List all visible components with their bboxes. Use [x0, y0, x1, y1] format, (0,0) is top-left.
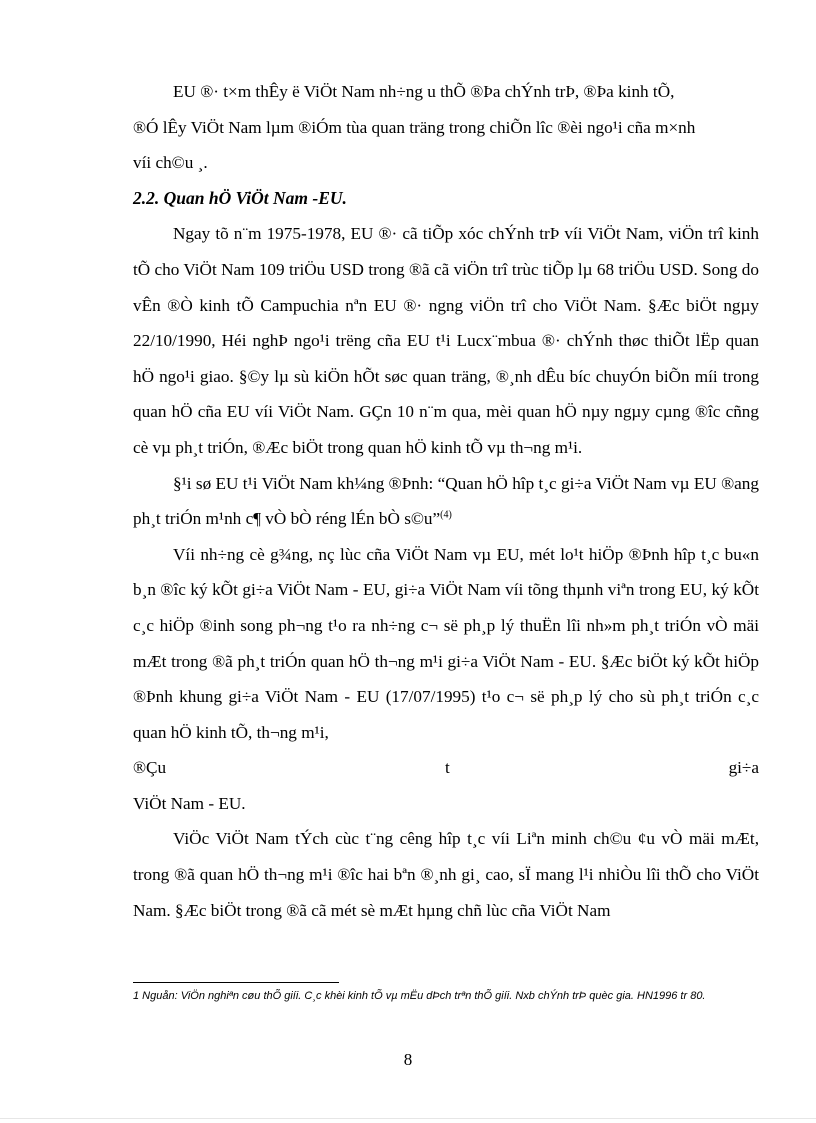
- paragraph-1: Ngay tõ n¨m 1975-1978, EU ®· cã tiÕp xóc chÝnh trÞ víi ViÖt Nam, viÖn trî kinh tÕ cho ViÖt Nam 109 triÖu USD trong ®ã cã viÖn trî trùc tiÕp lµ 68 triÖu USD. Song do vÊn ®Ò kinh tÕ Campuchia nªn EU ®· ngng viÖn trî cho ViÖt Nam. §Æc biÖt ngµy 22/10/1990, Héi nghÞ ngo¹i trëng cña EU t¹i Lucx¨mbua ®· chÝnh thøc thiÕt lËp quan hÖ ngo¹i giao. §©y lµ sù kiÖn hÕt søc quan träng, ®¸nh dÊu bíc chuyÓn biÕn míi trong quan hÖ cña EU víi ViÖt Nam. GÇn 10 n¨m qua, mèi quan hÖ nµy ngµy cµng ®îc cñng cè vµ ph¸t triÓn, ®Æc biÖt trong quan hÖ kinh tÕ vµ th¬ng m¹i.: [133, 224, 759, 457]
- page-bottom-edge: [0, 1118, 816, 1119]
- footnote-separator: [133, 982, 339, 983]
- paragraph-2: [133, 466, 759, 537]
- body-text: [133, 74, 759, 928]
- page-number: 8: [403, 1050, 413, 1069]
- footnote: 1 Nguån: ViÖn nghiªn cøu thÕ giíi. C¸c khèi kinh tÕ vµ mËu dÞch trªn thÕ giíi. Nxb chÝnh trÞ quèc gia. HN1996 tr 80.: [133, 990, 706, 1002]
- intro-line-2: ®Ó lÊy ViÖt Nam lµm ®iÓm tùa quan träng trong chiÕn lîc ®èi ngo¹i cña m×nh: [133, 117, 696, 137]
- citation-ref: (4): [440, 509, 452, 521]
- paragraph-3: Víi nh÷ng cè g¾ng, nç lùc cña ViÖt Nam vµ EU, mét lo¹t hiÖp ®Þnh hîp t¸c bu«n b¸n ®îc ký kÕt gi÷a ViÖt Nam - EU, gi÷a ViÖt Nam víi tõng thµnh viªn trong EU, ký kÕt c¸c hiÖp ®inh song ph¬ng t¹o ra nh÷ng c¬ së ph¸p lý thuËn lîi nh»m ph¸t triÓn vÒ mäi mÆt trong ®ã ph¸t triÓn quan hÖ th¬ng m¹i gi÷a ViÖt Nam - EU. §Æc biÖt ký kÕt hiÖp ®Þnh khung gi÷a ViÖt Nam - EU (17/07/1995) t¹o c¬ së ph¸p lý cho sù ph¸t triÓn c¸c quan hÖ kinh tÕ, th¬ng m¹i,: [133, 544, 759, 742]
- paragraph-3-split-line: [133, 750, 759, 786]
- paragraph-3-end: ViÖt Nam - EU.: [133, 793, 246, 813]
- split-word-1: ®Çu: [133, 758, 167, 778]
- split-word-3: gi÷a: [728, 758, 759, 778]
- split-word-2: t: [444, 758, 450, 778]
- paragraph-2-text: §¹i sø EU t¹i ViÖt Nam kh¼ng ®Þnh: “Quan hÖ hîp t¸c gi÷a ViÖt Nam vµ EU ®ang ph¸t triÓn m¹nh c¶ vÒ bÒ réng lÉn bÒ s©u”: [133, 473, 759, 529]
- intro-line-3: víi ch©u ¸.: [133, 153, 208, 173]
- intro-line-1: EU ®· t×m thÊy ë ViÖt Nam nh÷ng u thÕ ®Þa chÝnh trÞ, ®Þa kinh tÕ,: [173, 82, 675, 101]
- paragraph-4: ViÖc ViÖt Nam tÝch cùc t¨ng cêng hîp t¸c víi Liªn minh ch©u ¢u vÒ mäi mÆt, trong ®ã quan hÖ th¬ng m¹i ®îc hai bªn ®¸nh gi¸ cao, sÏ mang l¹i nhiÒu lîi thÕ cho ViÖt Nam. §Æc biÖt trong ®ã cã mét sè mÆt hµng chñ lùc cña ViÖt Nam: [133, 829, 759, 920]
- section-heading: 2.2. Quan hÖ ViÖt Nam -EU.: [133, 187, 347, 208]
